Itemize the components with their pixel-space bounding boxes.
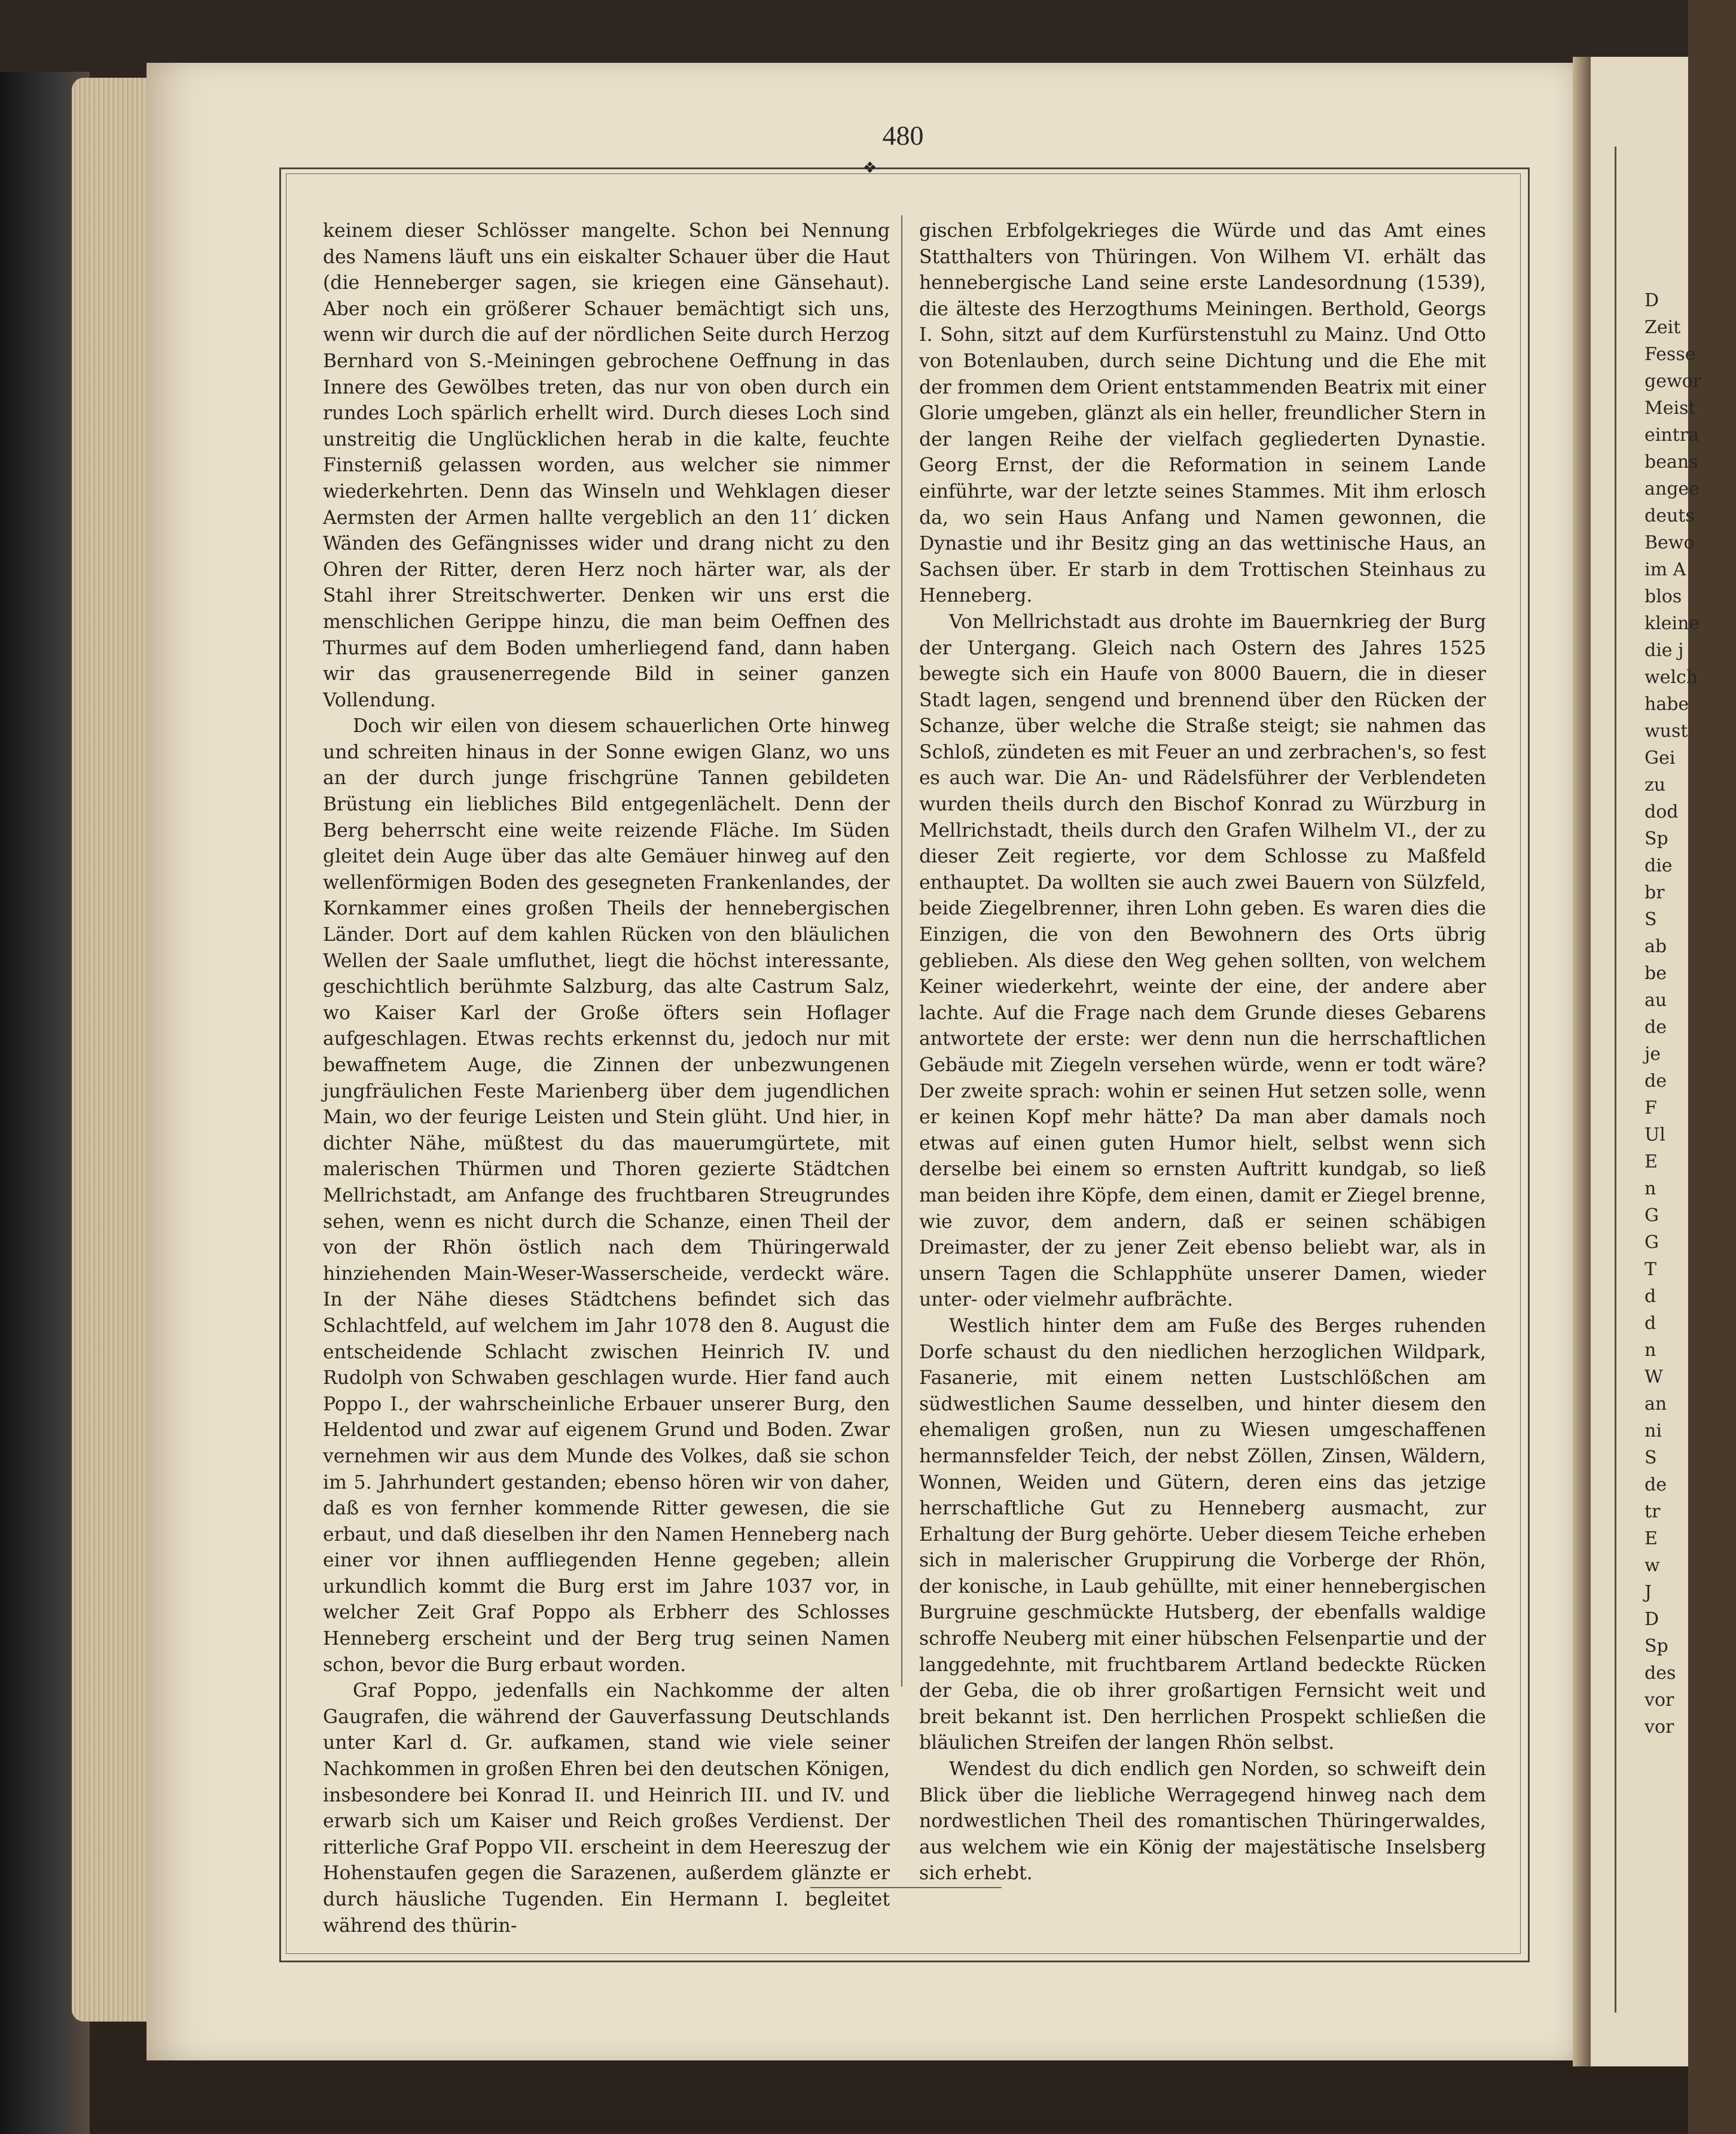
- facing-page-fragment: beans: [1645, 452, 1698, 472]
- facing-page-fragment: au: [1645, 990, 1667, 1011]
- paragraph: Von Mellrichstadt aus drohte im Bauernkrieg der Burg der Untergang. Gleich nach Ostern des Jahres 1525 bewegte sich ein Haufe von 8000 Bauern, die in dieser Stadt lagen, sengend und brennend über den Rücken der Schanze, über welche die Straße steigt; sie nahmen das Schloß, zündeten es mit Feuer an und zerbrachen's, so fest es auch war. Die An- und Rädelsführer der Verblendeten wurden theils durch den Bischof Konrad zu Würzburg in Mellrichstadt, theils durch den Grafen Wilhelm VI., der zu dieser Zeit regierte, vor dem Schlosse zu Maßfeld enthauptet. Da wollten sie auch zwei Bauern von Sülzfeld, beide Ziegelbrenner, ihren Lohn geben. Es waren dies die Einzigen, die von den Bewohnern des Orts übrig geblieben. Als diese den Weg gehen sollten, von welchem Keiner wiederkehrt, weinte der eine, der andere aber lachte. Auf die Frage nach dem Grunde dieses Gebarens antwortete der erste: wer denn nun die herrschaftlichen Gebäude mit Ziegeln versehen würde, wenn er todt wäre? Der zweite sprach: wohin er seinen Hut setzen solle, wenn er keinen Kopf mehr hätte? Da man aber damals noch etwas auf einen guten Humor hielt, selbst wenn sich derselbe bei einem so ernsten Auftritt kundgab, so ließ man beiden ihre Köpfe, dem einen, damit er Ziegel brenne, wie zuvor, dem andern, daß er seinen schäbigen Dreimaster, der zu jener Zeit ebenso beliebt war, als in unsern Tagen die Schlapphüte unserer Damen, wieder unter- oder vielmehr aufbrächte.: [919, 611, 1486, 1311]
- facing-page-fragment: de: [1645, 1017, 1667, 1038]
- facing-page-fragment: w: [1645, 1555, 1660, 1576]
- facing-page-fragment: D: [1645, 1609, 1659, 1630]
- facing-page-fragment: d: [1645, 1286, 1656, 1307]
- facing-page-fragment: des: [1645, 1663, 1676, 1684]
- facing-page-fragment: Sp: [1645, 1636, 1668, 1657]
- facing-page-fragment: be: [1645, 963, 1667, 984]
- facing-page-fragment: vor: [1645, 1717, 1674, 1737]
- facing-page-fragment: die j: [1645, 640, 1684, 661]
- facing-page-fragment: kleine: [1645, 613, 1700, 634]
- facing-page-fragment: tr: [1645, 1501, 1661, 1522]
- facing-page-fragment: S: [1645, 909, 1657, 930]
- facing-page-fragment: de: [1645, 1474, 1667, 1495]
- facing-page-fragment: welch: [1645, 667, 1698, 688]
- facing-page-fragment: deuts: [1645, 505, 1695, 526]
- column-divider: [901, 215, 902, 1687]
- paragraph: Graf Poppo, jedenfalls ein Nachkomme der alten Gaugrafen, die während der Gauverfassung Deutschlands unter Karl d. Gr. aufkamen, stand wie viele seiner Nachkommen in großen Ehren bei den deutschen Königen, insbesondere bei Konrad II. und Heinrich III. und IV. und erwarb sich um Kaiser und Reich großes Verdienst. Der ritterliche Graf Poppo VII. erscheint in dem Heereszug der Hohenstaufen gegen die Sarazenen, außerdem glänzte er durch häusliche Tugenden. Ein Hermann I. begleitet während des thürin-: [323, 1680, 890, 1937]
- facing-page-fragment: J: [1645, 1582, 1652, 1603]
- facing-page-fragment: W: [1645, 1367, 1663, 1388]
- facing-page-fragment: blos: [1645, 586, 1682, 607]
- facing-page-fragment: ab: [1645, 936, 1667, 957]
- facing-page-fragment: Bewo: [1645, 532, 1695, 553]
- paragraph: Westlich hinter dem am Fuße des Berges ruhenden Dorfe schaust du den niedlichen herzoglichen Wildpark, Fasanerie, mit einem netten Lustschlößchen am südwestlichen Saume desselben, und hinter diesem den ehemaligen großen, nun zu Wiesen umgeschaffenen hermannsfelder Teich, der nebst Zöllen, Zinsen, Wäldern, Wonnen, Weiden und Gütern, deren eins das jetzige herrschaftliche Gut zu Henneberg ausmacht, zur Erhaltung der Burg gehörte. Ueber diesem Teiche erheben sich in malerischer Gruppirung die Vorberge der Rhön, der konische, in Laub gehüllte, mit einer hennebergischen Burgruine geschmückte Hutsberg, der ebenfalls waldige schroffe Neuberg mit einer hübschen Felsenpartie und der langgedehnte, mit fruchtbarem Artland bedeckte Rücken der Geba, die ob ihrer großartigen Fernsicht weit und breit bekannt ist. Den herrlichen Prospekt schließen die bläulichen Streifen der langen Rhön selbst.: [919, 1315, 1486, 1754]
- facing-page-fragment: Sp: [1645, 828, 1668, 849]
- facing-page-fragment: S: [1645, 1447, 1657, 1468]
- facing-page: [1591, 57, 1702, 2066]
- page-number: 480: [882, 120, 924, 151]
- facing-page-fragment: eintra: [1645, 425, 1699, 446]
- paragraph: Doch wir eilen von diesem schauerlichen Orte hinweg und schreiten hinaus in der Sonne ewigen Glanz, wo uns an der durch junge frischgrüne Tannen gebildeten Brüstung ein liebliches Bild entgegenlächelt. Denn der Berg beherrscht eine weite reizende Fläche. Im Süden gleitet dein Auge über das alte Gemäuer hinweg auf den wellenförmigen Boden des gesegneten Frankenlandes, der Kornkammer eines großen Theils der hennebergischen Länder. Dort auf dem kahlen Rücken von den bläulichen Wellen der Saale umfluthet, liegt die höchst interessante, geschichtlich berühmte Salzburg, das alte Castrum Salz, wo Kaiser Karl der Große öfters sein Hoflager aufgeschlagen. Etwas rechts erkennst du, jedoch nur mit bewaffnetem Auge, die Zinnen der unbezwungenen jungfräulichen Feste Marienberg über dem jugendlichen Main, wo der feurige Leisten und Stein glüht. Und hier, in dichter Nähe, müßtest du das mauerumgürtete, mit malerischen Thürmen und Thoren gezierte Städtchen Mellrichstadt, am Anfange des fruchtbaren Streugrundes sehen, wenn es nicht durch die Schanze, einen Theil der von der Rhön östlich nach dem Thüringerwald hinziehenden Main-Weser-Wasserscheide, verdeckt wäre. In der Nähe dieses Städtchens befindet sich das Schlachtfeld, auf welchem im Jahr 1078 den 8. August die entscheidende Schlacht zwischen Heinrich IV. und Rudolph von Schwaben geschlagen wurde. Hier fand auch Poppo I., der wahrscheinliche Erbauer unserer Burg, den Heldentod und zwar auf eigenem Grund und Boden. Zwar vernehmen wir aus dem Munde des Volkes, daß sie schon im 5. Jahrhundert gestanden; ebenso hören wir von daher, daß es von fernher kommende Ritter gewesen, die sie erbaut, und daß dieselben ihr den Namen Henneberg nach einer vor ihnen auffliegenden Henne gegeben; allein urkundlich kommt die Burg erst im Jahre 1037 vor, in welcher Zeit Graf Poppo als Erbherr des Schlosses Henneberg erscheint und der Berg trug seinen Namen schon, bevor die Burg erbaut worden.: [323, 715, 890, 1676]
- facing-page-fragment: dod: [1645, 801, 1679, 822]
- facing-page-fragment: Ul: [1645, 1124, 1665, 1145]
- left-column: [323, 218, 890, 1937]
- facing-page-fragment: de: [1645, 1071, 1667, 1092]
- facing-page-fragment: wust: [1645, 721, 1688, 742]
- facing-page-fragment: angee: [1645, 478, 1700, 499]
- facing-page-fragment: E: [1645, 1528, 1658, 1549]
- facing-page-fragment: gewor: [1645, 371, 1702, 392]
- facing-page-fragment: Zeit: [1645, 317, 1681, 338]
- facing-page-fragment: G: [1645, 1205, 1659, 1226]
- paragraph: Wendest du dich endlich gen Norden, so schweift dein Blick über die liebliche Werragegend hinweg nach dem nordwestlichen Theil des romantischen Thüringerwaldes, aus welchem wie ein König der majestätische Inselsberg sich erhebt.: [919, 1758, 1486, 1885]
- paragraph: keinem dieser Schlösser mangelte. Schon bei Nennung des Namens läuft uns ein eiskalter Schauer über die Haut (die Henneberger sagen, sie kriegen eine Gänsehaut). Aber noch ein größerer Schauer bemächtigt sich uns, wenn wir durch die auf der nördlichen Seite durch Herzog Bernhard von S.-Meiningen gebrochene Oeffnung in das Innere des Gewölbes treten, das nur von oben durch ein rundes Loch spärlich erhellt wird. Durch dieses Loch sind unstreitig die Unglücklichen herab in die kalte, feuchte Finsterniß gelassen worden, aus welcher sie nimmer wiederkehrten. Denn das Winseln und Wehklagen dieser Aermsten der Armen hallte vergeblich an den 11′ dicken Wänden des Gefängnisses wider und drang nicht zu den Ohren der Ritter, deren Herz noch härter war, als der Stahl ihrer Streitschwerter. Denken wir uns erst die menschlichen Gerippe hinzu, die man beim Oeffnen des Thurmes auf dem Boden umherliegend fand, dann haben wir das grausenerregende Bild in seiner ganzen Vollendung.: [323, 220, 890, 711]
- facing-page-fragment: je: [1645, 1044, 1661, 1065]
- facing-page-fragment: D: [1645, 290, 1659, 311]
- facing-page-fragment: n: [1645, 1340, 1656, 1361]
- facing-page-fragment: E: [1645, 1151, 1658, 1172]
- facing-page-fragment: G: [1645, 1232, 1659, 1253]
- facing-page-fragment: vor: [1645, 1690, 1674, 1711]
- facing-page-fragment: zu: [1645, 775, 1666, 795]
- facing-page-fragment: habe: [1645, 694, 1689, 715]
- facing-page-fragment: Gei: [1645, 748, 1676, 769]
- paragraph: gischen Erbfolgekrieges die Würde und das Amt eines Statthalters von Thüringen. Von Wilhem VI. erhält das hennebergische Land seine erste Landesordnung (1539), die älteste des Herzogthums Meiningen. Berthold, Georgs I. Sohn, sitzt auf dem Kurfürstenstuhl zu Mainz. Und Otto von Botenlauben, durch seine Dichtung und die Ehe mit der frommen dem Orient entstammenden Beatrix mit einer Glorie umgeben, glänzt als ein heller, freundlicher Stern in der langen Reihe der vielfach gegliederten Dynastie. Georg Ernst, der die Reformation in seinem Lande einführte, war der letzte seines Stammes. Mit ihm erlosch da, wo sein Haus Anfang und Namen gewonnen, die Dynastie und ihr Besitz ging an das wettinische Haus, an Sachsen über. Er starb in dem Trottischen Steinhaus zu Henneberg.: [919, 220, 1486, 607]
- facing-page-fragment: ni: [1645, 1420, 1662, 1441]
- facing-page-fragment: Fesse: [1645, 344, 1696, 365]
- facing-page-fragment: Meist: [1645, 398, 1696, 419]
- facing-page-fragment: T: [1645, 1259, 1657, 1280]
- facing-page-fragment: br: [1645, 882, 1665, 903]
- frame-ornament: ❖: [863, 159, 877, 177]
- facing-page-fragment: im A: [1645, 559, 1686, 580]
- facing-page-fragment: n: [1645, 1178, 1656, 1199]
- facing-page-fragment: die: [1645, 855, 1673, 876]
- right-column: [919, 218, 1486, 1885]
- facing-page-fragment: an: [1645, 1394, 1667, 1414]
- facing-page-fragment: F: [1645, 1098, 1657, 1118]
- facing-page-fragment: d: [1645, 1313, 1656, 1334]
